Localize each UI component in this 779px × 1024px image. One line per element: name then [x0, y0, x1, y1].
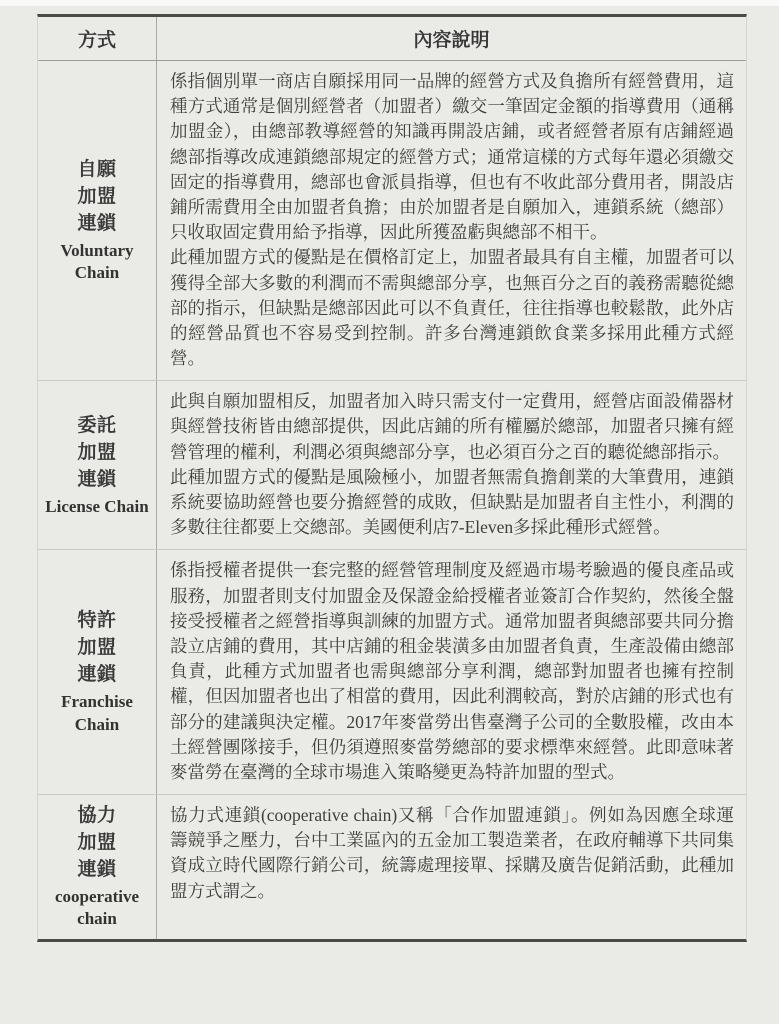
method-name-zh: 委託加盟連鎖 — [77, 414, 117, 490]
description-paragraph: 係指個別單一商店自願採用同一品牌的經營方式及負擔所有經營費用，這種方式通常是個別經營者（加盟者）繳交一筆固定金額的指導費用（通稱加盟金），由總部教導經營的知識再開設店鋪，或者經營者原有店鋪經過總部指導改成連鎖總部規定的經營方式；通常這樣的方式每年還必須繳交固定的指導費用，總部也會派員指導，但也有不收此部分費用者，開設店鋪所需費用全由加盟者負擔；由於加盟者是自願加入，連鎖系統（總部）只收取固定費用給予指導，因此所獲盈虧與總部不相干。 — [170, 71, 734, 243]
method-name-en: Voluntary Chain — [60, 240, 134, 283]
method-name-en: cooperative chain — [54, 886, 140, 929]
table-row-cooperative-chain — [38, 794, 746, 939]
description-cell — [157, 381, 746, 549]
franchise-types-table — [37, 14, 747, 942]
method-name-en: Franchise Chain — [61, 692, 133, 734]
description-paragraph: 此種加盟方式的優點是在價格訂定上，加盟者最具有自主權，加盟者可以獲得全部大多數的利潤而不需與總部分享，也無百分之百的義務需聽從總部的指示，但缺點是總部因此可以不負責任，往往指導也較鬆散，此外店的經營品質也不容易受到控制。許多台灣連鎖飲食業多採用此種方式經營。 — [170, 247, 734, 369]
method-cell — [38, 550, 157, 794]
description-cell — [157, 61, 746, 380]
method-cell — [38, 795, 157, 939]
table-row-franchise-chain — [38, 549, 746, 794]
table-row-voluntary-chain — [38, 61, 746, 380]
description-cell — [157, 795, 746, 939]
table-header-row — [38, 17, 746, 61]
column-header-description: 內容說明 — [413, 30, 490, 51]
table-row-license-chain — [38, 380, 746, 549]
description-paragraph: 此與自願加盟相反，加盟者加入時只需支付一定費用，經營店面設備器材與經營技術皆由總部提供，因此店鋪的所有權屬於總部，加盟者只擁有經營管理的權利，利潤必須與總部分享，也必須百分之百的聽從總部指示。 — [170, 391, 734, 462]
method-name-zh: 自願加盟連鎖 — [77, 158, 117, 234]
method-name-zh: 協力加盟連鎖 — [77, 805, 117, 880]
description-cell — [157, 550, 746, 794]
column-header-method: 方式 — [38, 17, 157, 60]
method-cell — [38, 381, 157, 549]
page-top-margin — [0, 0, 779, 6]
description-paragraph: 此種加盟方式的優點是風險極小，加盟者無需負擔創業的大筆費用，連鎖系統要協助經營也要分擔經營的成敗，但缺點是加盟者自主性小，利潤的多數往往都要上交總部。美國便利店7-Eleven多採此種形式經營。 — [170, 466, 734, 538]
method-name-en: License Chain — [45, 496, 149, 516]
method-name-zh: 特許加盟連鎖 — [77, 610, 117, 686]
description-paragraph: 係指授權者提供一套完整的經營管理制度及經過市場考驗過的優良產品或服務，加盟者則支付加盟金及保證金給授權者並簽訂合作契約，然後全盤接受授權者之經營指導與訓練的加盟方式。通常加盟者與總部要共同分擔設立店鋪的費用，其中店鋪的租金裝潢多由加盟者負責，生產設備由總部負責，此種方式加盟者也需與總部分享利潤，總部對加盟者也擁有控制權，但因加盟者也出了相當的費用，因此利潤較高，對於店鋪的形式也有部分的建議與決定權。2017年麥當勞出售臺灣子公司的全數股權，改由本土經營團隊接手，但仍須遵照麥當勞總部的要求標準來經營。此即意味著麥當勞在臺灣的全球市場進入策略變更為特許加盟的型式。 — [170, 560, 734, 782]
description-paragraph: 協力式連鎖(cooperative chain)又稱「合作加盟連鎖」。例如為因應全球運籌競爭之壓力，台中工業區內的五金加工製造業者，在政府輔導下共同集資成立時代國際行銷公司，統籌處理接單、採購及廣告促銷活動，此種加盟方式謂之。 — [170, 805, 734, 901]
method-cell — [38, 61, 157, 380]
